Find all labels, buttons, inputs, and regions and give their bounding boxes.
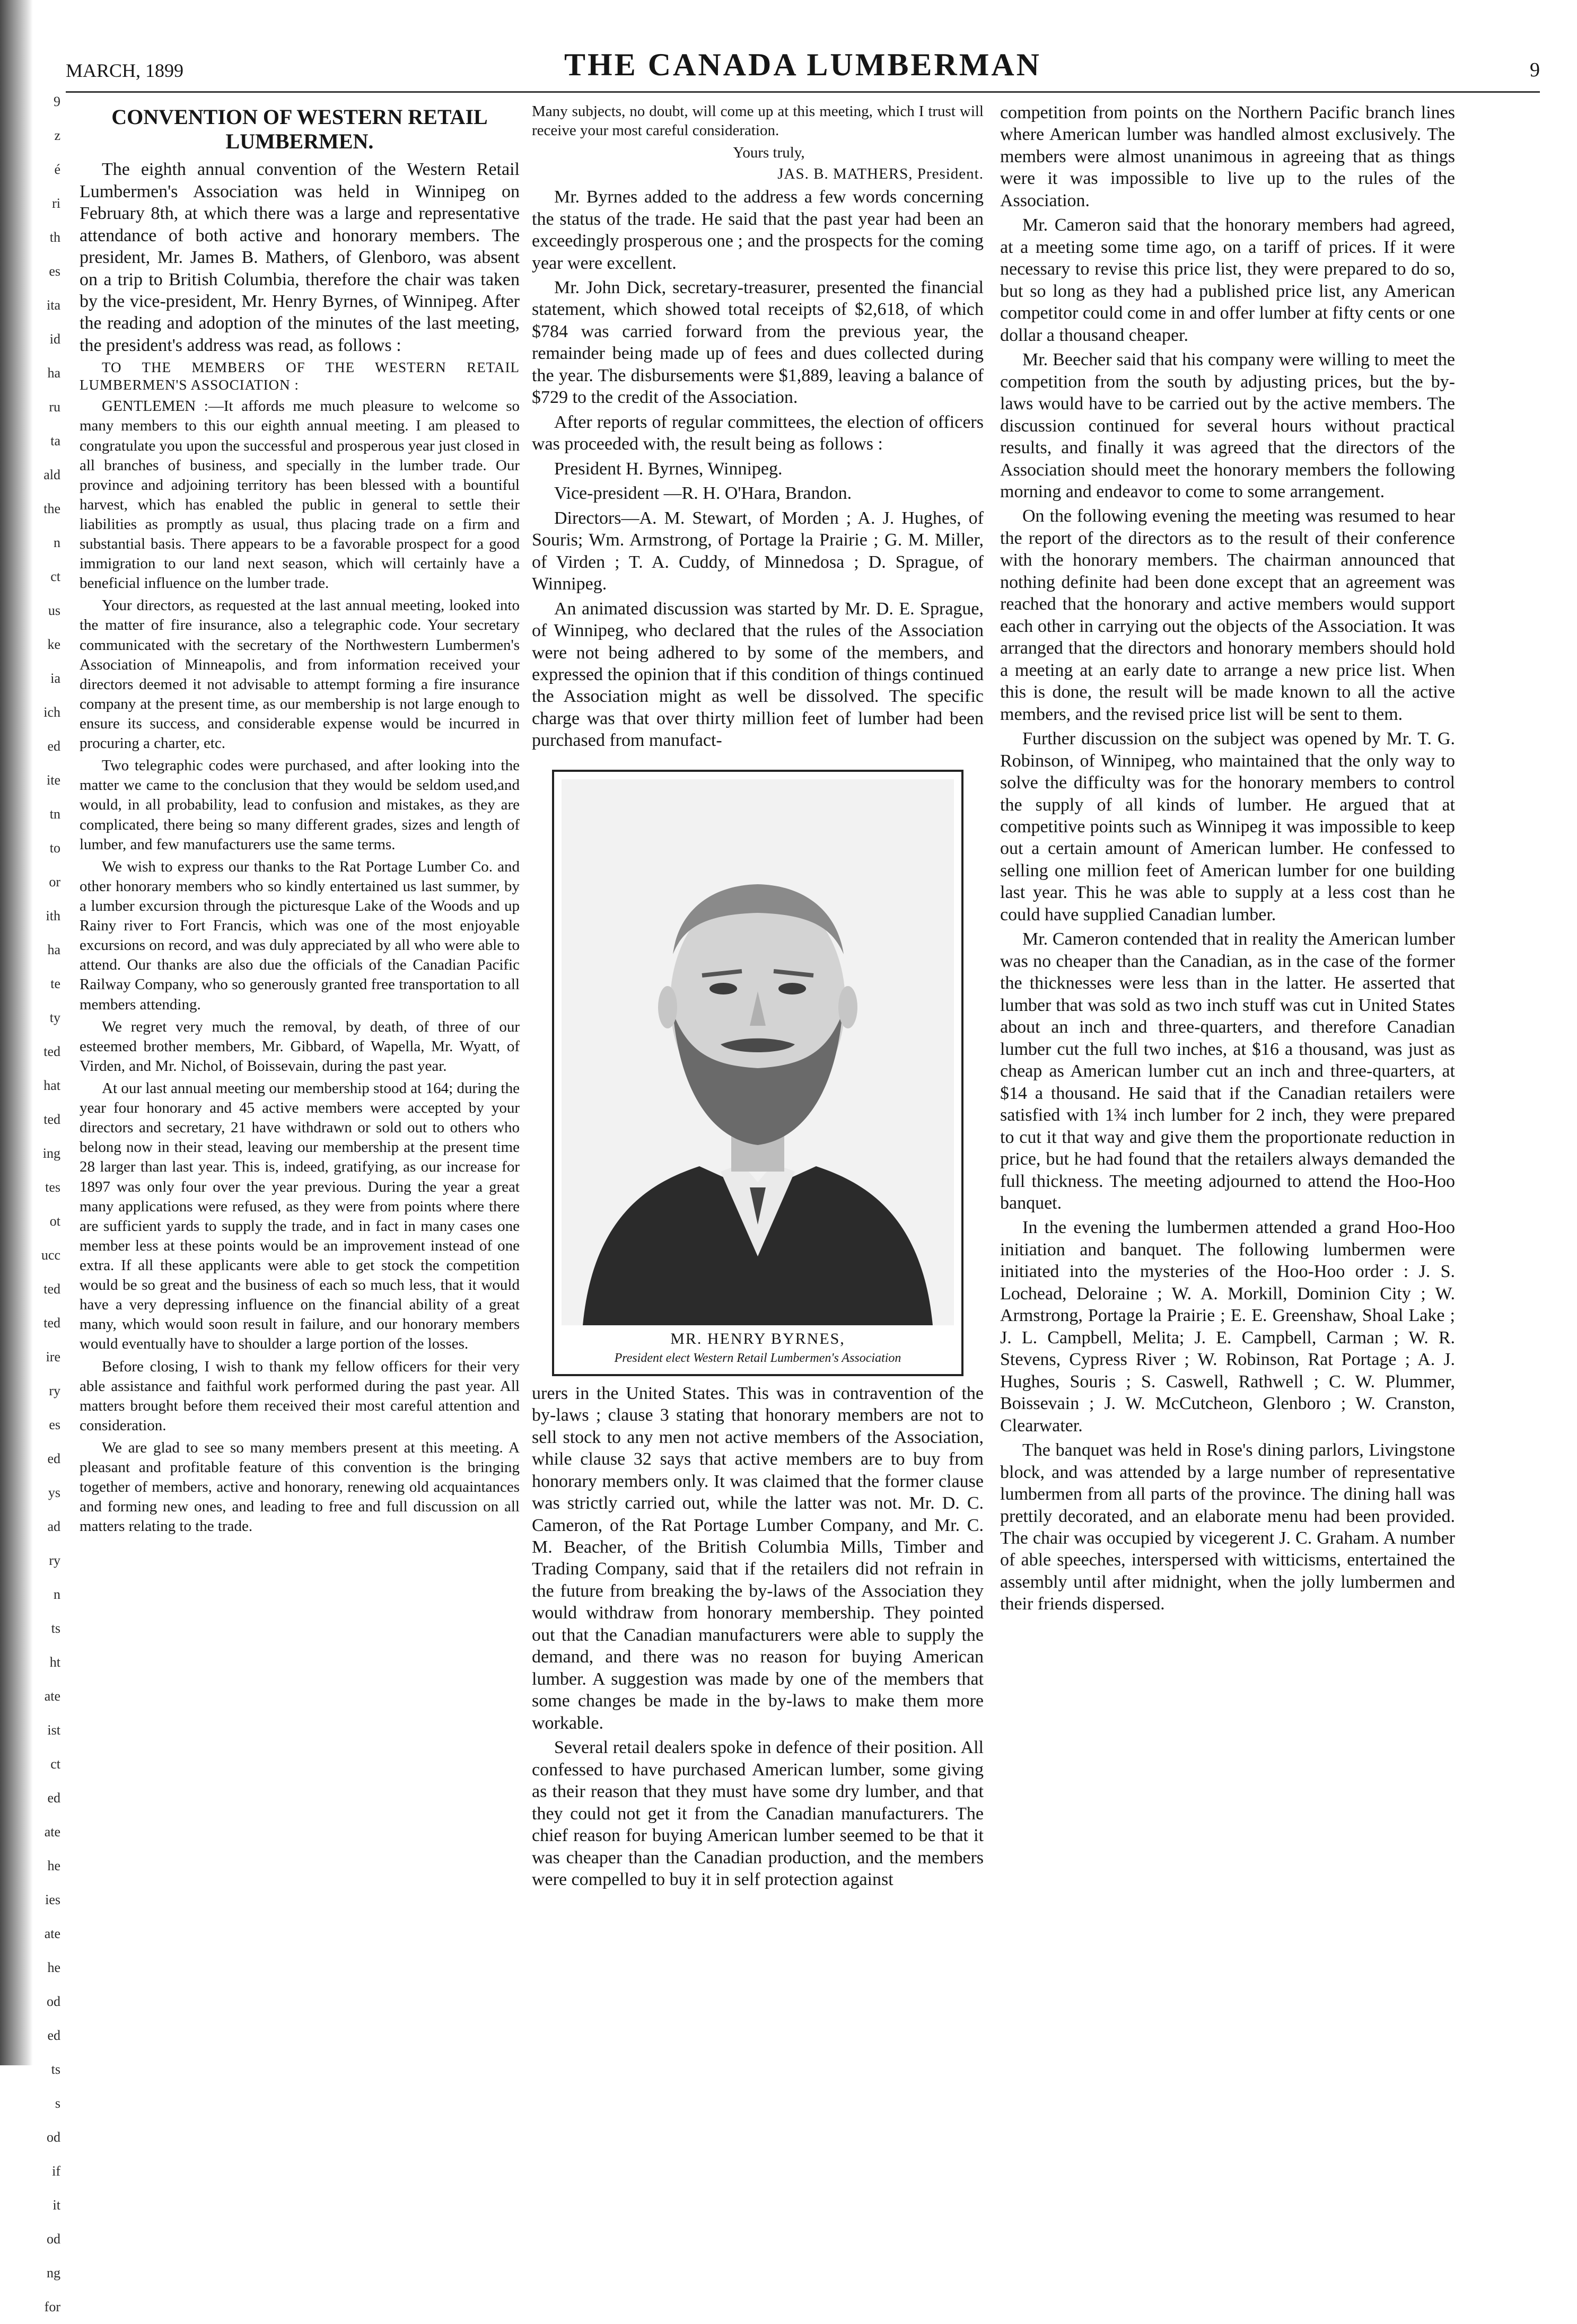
margin-fragment: ry xyxy=(49,1383,60,1398)
margin-fragment: ted xyxy=(43,1112,60,1127)
margin-fragment: ate xyxy=(44,1688,60,1704)
margin-fragment: to xyxy=(49,840,60,856)
margin-fragment: ith xyxy=(46,908,60,923)
margin-fragment: ate xyxy=(44,1824,60,1839)
body-paragraph: Several retail dealers spoke in defence of their position. All confessed to have purchased American lumber, some giving as their reason that they must have some dry lumber, and that they could not get it from the Canadian manufacturers. The chief reason for buying American lumber seemed to be that it was cheaper than the Canadian production, and the members were compelled to buy it in self protection against xyxy=(532,1738,984,1890)
body-paragraph: The eighth annual convention of the Western Retail Lumbermen's Association was held in Winnipeg on February 8th, at which there was a large and representative attendance of both active and honorary members. The president, Mr. James B. Mathers, of Glenboro, was absent on a trip to British Columbia, therefore the chair was taken by the vice-president, Mr. Henry Byrnes, of Winnipeg. After the reading and adoption of the minutes of the last meeting, the president's address was read, as follows : xyxy=(80,160,520,355)
margin-fragment: ha xyxy=(47,365,60,381)
portrait-caption-name: MR. HENRY BYRNES, xyxy=(670,1330,845,1348)
publication-title: THE CANADA LUMBERMAN xyxy=(564,47,1042,82)
margin-fragment: ate xyxy=(44,1926,60,1941)
margin-fragment: us xyxy=(48,603,60,618)
body-paragraph: The banquet was held in Rose's dining parlors, Livingstone block, and was attended by a large number of representative lumbermen from all parts of the province. The dining hall was prettily decorated, and an elaborate menu had been provided. The chair was occupied by vicegerent J. C. Graham. A number of able speeches, interspersed with witticisms, entertained the assembly until after midnight, when the jolly lumbermen and their friends dispersed. xyxy=(1000,1440,1455,1614)
margin-fragment: th xyxy=(49,230,60,245)
margin-fragment: ita xyxy=(47,297,60,313)
margin-fragment: ies xyxy=(45,1892,60,1907)
column-left xyxy=(80,102,520,1539)
margin-fragment: ha xyxy=(47,942,60,957)
margin-fragment: for xyxy=(44,2299,60,2314)
margin-fragment: te xyxy=(50,976,60,991)
officer-line: President H. Byrnes, Winnipeg. xyxy=(554,459,783,479)
margin-fragment: ia xyxy=(50,671,60,686)
margin-fragment: ri xyxy=(52,196,60,211)
margin-fragment: tn xyxy=(49,806,60,822)
margin-fragment: z xyxy=(54,128,60,143)
column-right xyxy=(1000,102,1455,1618)
page-binding-edge xyxy=(0,0,33,2065)
address-paragraph: Your directors, as requested at the last annual meeting, looked into the matter of fire insurance, also a telegraphic code. Your secretary communicated with the secretary of the Northwestern Lumbermen's Association of Minneapolis, and from information received your directors deemed it not advisable to attempt forming a fire insurance company at the present time, as our membership is not large enough to ensure its success, and considerable expense would be incurred in procuring a charter, etc. xyxy=(80,597,520,752)
address-paragraph: GENTLEMEN :—It affords me much pleasure to welcome so many members to this our eighth annual meeting. I am pleased to congratulate you upon the successful and prosperous year just closed in all branches of business, and specially in the lumber trade. Our province and adjoining territory has been blessed with a bountiful harvest, which has enabled the public in general to settle their liabilities as promptly as usual, thus placing trade on a firm and substantial basis. There appears to be a favorable prospect for a good immigration to our land next season, which will certainly have a beneficial influence on the lumber trade. xyxy=(80,398,520,592)
margin-fragment: es xyxy=(49,263,60,279)
address-paragraph: At our last annual meeting our membership stood at 164; during the year four honorary and 45 active members were accepted by your directors and secretary, 21 have withdrawn or sold out to others who belong now in their stead, leaving our membership at the present time 28 larger than last year. This is, indeed, gratifying, as our increase for 1897 was only four over the year previous. During the year a great many applications were refused, as they were from points where there are sufficient yards to supply the trade, and in fact in many cases one member less at these points would be an improvement instead of one extra. If all these applicants were able to get stock the competition would be so great and the business of each so much less, that it would have a very depressing influence on the financial ability of a great many, which would soon result in failure, and our honorary members would eventually have to shoulder a large portion of the losses. xyxy=(80,1080,520,1353)
body-paragraph: An animated discussion was started by Mr. D. E. Sprague, of Winnipeg, who declared that the rules of the Association were not being adhered to by some of the members, and expressed the opinion that if this condition of things continued the Association might as well be dissolved. The specific charge was that over thirty million feet of lumber had been purchased from manufact- xyxy=(532,598,984,751)
margin-fragment: id xyxy=(49,331,60,347)
body-paragraph: In the evening the lumbermen attended a grand Hoo-Hoo initiation and banquet. The following lumbermen were initiated into the mysteries of the Hoo-Hoo order : J. S. Lochead, Deloraine ; W. A. Morkill, Dominion City ; W. Armstrong, Portage la Prairie ; E. E. Greenshaw, Shoal Lake ; J. L. Campbell, Melita; J. E. Campbell, Carman ; W. R. Stevens, Cypress River ; W. Robinson, Rat Portage ; A. J. Hughes, Souris ; S. Caswell, Rathwell ; C. W. Plummer, Boissevain ; J. W. McCutcheon, Glenboro ; W. Cranston, Clearwater. xyxy=(1000,1218,1455,1436)
body-paragraph: Mr. John Dick, secretary-treasurer, presented the financial statement, which showed total receipts of $2,618, of which $784 was carried forward from the previous year, the remainder being made up of fees and dues collected during the year. The disbursements were $1,889, leaving a balance of $729 to the credit of the Association. xyxy=(532,278,984,408)
signature-name: JAS. B. MATHERS, President. xyxy=(777,165,984,182)
body-paragraph: Mr. Byrnes added to the address a few words concerning the status of the trade. He said that the past year had been an exceedingly prosperous one ; and the prospects for the coming year were excellent. xyxy=(532,187,984,273)
margin-fragment: ed xyxy=(47,1790,60,1806)
address-paragraph: We wish to express our thanks to the Rat Portage Lumber Co. and other honorary members who so kindly entertained us last summer, by a lumber excursion through the picturesque Lake of the Woods and up Rainy river to Fort Francis, which was one of the most enjoyable excursions on record, and was duly appreciated by all who were able to attend. Our thanks are also due the officials of the Canadian Pacific Railway Company, who so generously granted free transportation to all members attending. xyxy=(80,858,520,1013)
margin-fragment: ted xyxy=(43,1281,60,1297)
margin-fragment: ed xyxy=(47,738,60,754)
margin-fragment: ts xyxy=(51,2062,60,2077)
address-paragraph: We are glad to see so many members present at this meeting. A pleasant and profitable feature of this convention is the bringing together of members, active and honorary, renewing old acquaintances and forming new ones, and leading to free and full discussion on all matters relating to the trade. xyxy=(80,1439,520,1535)
margin-fragment: ald xyxy=(43,467,60,482)
margin-fragment: od xyxy=(47,2231,60,2247)
margin-fragment: ite xyxy=(47,772,60,788)
margin-fragment: he xyxy=(47,1858,60,1873)
margin-fragment: ty xyxy=(49,1010,60,1025)
address-paragraph: We regret very much the removal, by death, of three of our esteemed brother members, Mr. Gibbard, of Wapella, Mr. Wyatt, of Virden, and Mr. Nichol, of Boissevain, during the past year. xyxy=(80,1018,520,1075)
presidents-address xyxy=(80,397,520,1536)
margin-fragment: ist xyxy=(47,1722,60,1738)
margin-fragment: n xyxy=(54,535,60,550)
margin-fragment: ed xyxy=(47,1451,60,1466)
column-middle xyxy=(532,102,984,1893)
margin-fragment: ed xyxy=(47,2028,60,2043)
margin-fragment: or xyxy=(49,874,60,890)
body-paragraph: Mr. Cameron contended that in reality the American lumber was no cheaper than the Canadian, as in the case of the former the thicknesses were less than in the latter. He asserted that lumber that was sold as two inch stuff was cut in United States about an inch and three-quarters, and therefore Canadian lumber cut the full two inches, at $16 a thousand, was just as cheap as American lumber cut an inch and three-quarters, at $14 a thousand. He said that if the Canadian retailers were satisfied with 1¾ inch lumber for 2 inch, they were prepared to cut it that way and give them the proportionate reduction in price, but he had found that the retailers always demanded the full thickness. The meeting adjourned to attend the Hoo-Hoo banquet. xyxy=(1000,929,1455,1213)
margin-fragment: ys xyxy=(48,1485,60,1500)
address-paragraph: Before closing, I wish to thank my fellow officers for their very able assistance and faithful work performed during the past year. All matters brought before them received their most careful attention and consideration. xyxy=(80,1358,520,1434)
margin-fragment: ted xyxy=(43,1315,60,1331)
margin-fragment: ta xyxy=(50,433,60,448)
page-number: 9 xyxy=(1530,59,1540,81)
margin-fragment: 9 xyxy=(54,94,60,109)
margin-fragment: he xyxy=(47,1960,60,1975)
margin-fragment: it xyxy=(52,2197,60,2213)
margin-fragment: ct xyxy=(50,1756,60,1772)
address-salutation: TO THE MEMBERS OF THE WESTERN RETAIL LUMBERMEN'S ASSOCIATION : xyxy=(80,359,520,393)
margin-fragment: ke xyxy=(47,637,60,652)
margin-fragment: ich xyxy=(43,705,60,720)
address-paragraph: Two telegraphic codes were purchased, and after looking into the matter we came to the conclusion that they would be seldom used,and would, in all probability, lead to confusion and mistakes, as they are complicated, there being so many different grades, sizes and length of lumber, and few manufacturers use the same terms. xyxy=(80,757,520,853)
address-paragraph: Many subjects, no doubt, will come up at this meeting, which I trust will receive your most careful consideration. xyxy=(532,103,984,139)
body-paragraph: After reports of regular committees, the election of officers was proceeded with, the result being as follows : xyxy=(532,412,984,454)
body-paragraph: Mr. Cameron said that the honorary members had agreed, at a meeting some time ago, on a tariff of prices. If it were necessary to revise this price list, they were prepared to do so, but so long as they had a published price list, any American competitor could come in and offer lumber at fifty cents or one dollar a thousand cheaper. xyxy=(1000,215,1455,345)
signature-closing: Yours truly, xyxy=(733,144,805,161)
body-paragraph: Further discussion on the subject was opened by Mr. T. G. Robinson, of Winnipeg, who maintained that the only way to solve the difficulty was for the honorary members to control the supply of all kinds of lumber. He argued that at competitive points such as Winnipeg it was impossible to keep out a certain amount of American lumber. He confessed to selling one million feet of American lumber for one building last year. This he was able to supply at a less cost than he could have supplied Canadian lumber. xyxy=(1000,729,1455,925)
directors-list: Directors—A. M. Stewart, of Morden ; A. J. Hughes, of Souris; Wm. Armstrong, of Portage la Prairie ; G. M. Miller, of Virden ; T. A. Cuddy, of Minnedosa ; D. Sprague, of Winnipeg. xyxy=(532,508,984,594)
article-headline: CONVENTION OF WESTERN RETAIL LUMBERMEN. xyxy=(111,105,488,153)
margin-fragment: ing xyxy=(42,1146,60,1161)
page-header xyxy=(66,47,1540,89)
margin-fragment: s xyxy=(55,2096,60,2111)
header-rule xyxy=(66,91,1540,93)
margin-fragment: ire xyxy=(46,1349,60,1365)
body-paragraph: Mr. Beecher said that his company were willing to meet the competition from the south by adjusting prices, but the by-laws would have to be carried out by the active members. The discussion continued for several hours without practical results, and finally it was agreed that the directors of the Association should meet the honorary members the following morning and endeavor to come to some arrangement. xyxy=(1000,350,1455,501)
body-paragraph: On the following evening the meeting was resumed to hear the report of the directors as to the result of their conference with the honorary members. The chairman announced that nothing definite had been done except that an agreement was reached that the honorary and active members would support each other in carrying out the objects of the Association. It was arranged that the directors and honorary members should hold a meeting at an early date to arrange a new price list. When this is done, the result will be made known to all the active members, and the revised price list will be sent to them. xyxy=(1000,506,1455,724)
body-paragraph: competition from points on the Northern Pacific branch lines where American lumber was handled almost exclusively. The members were almost unanimous in agreeing that as things were it was impossible to live up to the rules of the Association. xyxy=(1000,103,1455,210)
margin-fragment: n xyxy=(54,1587,60,1602)
margin-fragment: hat xyxy=(43,1078,60,1093)
margin-fragment: ted xyxy=(43,1044,60,1059)
margin-fragment: od xyxy=(47,2129,60,2145)
portrait-caption-subtitle: President elect Western Retail Lumbermen's Association xyxy=(614,1351,901,1366)
margin-fragment: ry xyxy=(49,1553,60,1568)
margin-fragment: ng xyxy=(47,2265,60,2281)
margin-fragment: es xyxy=(49,1417,60,1432)
portrait-figure xyxy=(552,770,963,1376)
issue-date: MARCH, 1899 xyxy=(66,60,184,81)
margin-fragment: ct xyxy=(50,569,60,584)
margin-fragment: ucc xyxy=(41,1247,60,1263)
left-margin-text-fragments xyxy=(35,85,60,2314)
margin-fragment: ot xyxy=(49,1213,60,1229)
margin-fragment: é xyxy=(54,162,60,177)
margin-fragment: tes xyxy=(45,1179,60,1195)
margin-fragment: if xyxy=(52,2163,60,2179)
margin-fragment: od xyxy=(47,1994,60,2009)
margin-fragment: ts xyxy=(51,1621,60,1636)
margin-fragment: ht xyxy=(49,1654,60,1670)
margin-fragment: ru xyxy=(49,399,60,415)
body-paragraph: urers in the United States. This was in contravention of the by-laws ; clause 3 stating that honorary members are not to sell stock to any men not active members of the Association, while clause 32 says that active members are to buy from honorary members only. It was claimed that the former clause was strictly carried out, while the latter was not. Mr. D. C. Cameron, of the Rat Portage Lumber Company, and Mr. C. M. Beacher, of the British Columbia Mills, Timber and Trading Company, said that if the retailers did not refrain in the future from breaking the by-laws of the Association they would withdraw from honorary membership. They pointed out that the Canadian manufacturers were able to supply the demand, and there was no reason for buying American lumber. A suggestion was made by one of the members that some changes be made in the by-laws to make them more workable. xyxy=(532,1383,984,1733)
officer-line: Vice-president —R. H. O'Hara, Brandon. xyxy=(554,483,852,504)
margin-fragment: ad xyxy=(47,1519,60,1534)
portrait-image xyxy=(562,779,954,1325)
margin-fragment: the xyxy=(43,501,60,516)
